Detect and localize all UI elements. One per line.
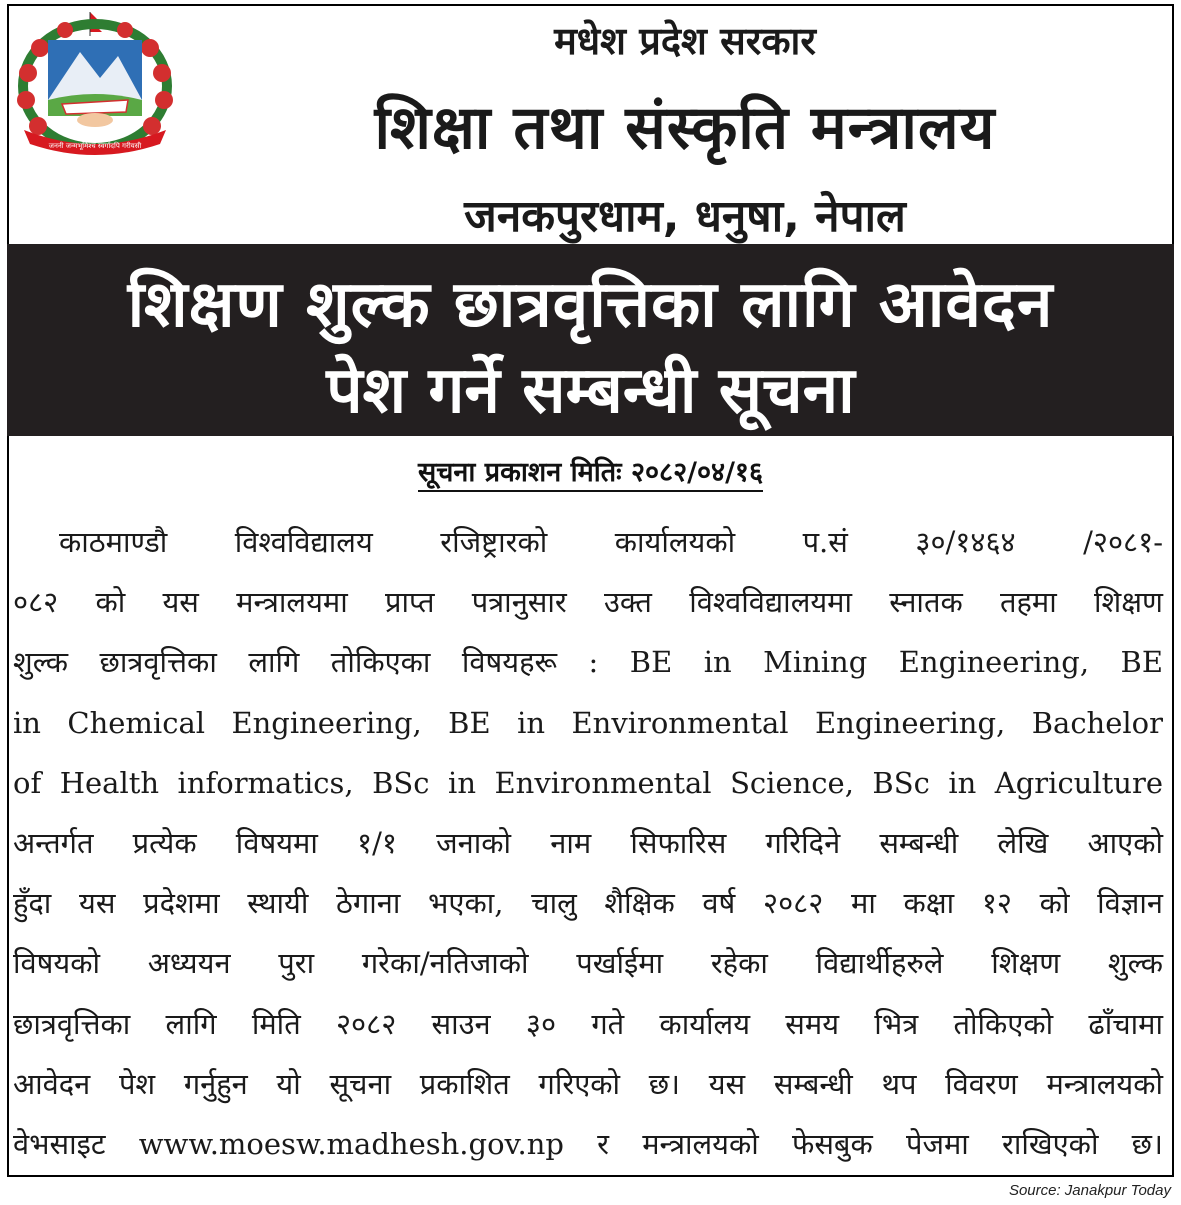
- publication-date-label: सूचना प्रकाशन मितिः: [417, 457, 622, 488]
- notice-line: अन्तर्गत प्रत्येक विषयमा १/१ जनाको नाम सिफारिस गरिदिने सम्बन्धी लेखि आएको: [13, 825, 1163, 860]
- notice-line: in Chemical Engineering, BE in Environmental Engineering, Bachelor: [13, 705, 1163, 740]
- notice-line: हुँदा यस प्रदेशमा स्थायी ठेगाना भएका, चालु शैक्षिक वर्ष २०८२ मा कक्षा १२ को विज्ञान: [13, 886, 1163, 921]
- notice-title-line-2: पेश गर्ने सम्बन्धी सूचना: [326, 354, 855, 428]
- source-credit: Source: Janakpur Today: [1008, 1182, 1171, 1199]
- notice-line: काठमाण्डौ विश्वविद्यालय रजिष्ट्रारको कार्यालयको प.सं ३०/१४६४ /२०८१-: [59, 525, 1163, 559]
- ministry-address: जनकपुरधाम, धनुषा, नेपाल: [464, 191, 906, 242]
- nepal-emblem-icon: [10, 8, 180, 158]
- notice-line: of Health informatics, BSc in Environmental Science, BSc in Agriculture: [13, 765, 1163, 800]
- notice-line: विषयको अध्ययन पुरा गरेका/नतिजाको पर्खाईमा रहेका विद्यार्थीहरुले शिक्षण शुल्क: [13, 946, 1163, 981]
- government-name: मधेश प्रदेश सरकार: [554, 19, 816, 63]
- notice-line: आवेदन पेश गर्नुहुन यो सूचना प्रकाशित गरिएको छ। यस सम्बन्धी थप विवरण मन्त्रालयको: [13, 1066, 1163, 1101]
- ministry-name: शिक्षा तथा संस्कृति मन्त्रालय: [374, 93, 996, 163]
- notice-line: ०८२ को यस मन्त्रालयमा प्राप्त पत्रानुसार उक्त विश्वविद्यालयमा स्नातक तहमा शिक्षण: [13, 585, 1163, 620]
- notice-body: [13, 512, 1163, 1174]
- notice-line: वेभसाइट www.moesw.madhesh.gov.np र मन्त्रालयको फेसबुक पेजमा राखिएको छ।: [13, 1126, 1163, 1161]
- notice-line: शुल्क छात्रवृत्तिका लागि तोकिएका विषयहरू : BE in Mining Engineering, BE: [13, 645, 1163, 680]
- notice-title-banner: [7, 244, 1174, 436]
- publication-date: [0, 452, 1181, 489]
- emblem-motto: जननी जन्मभूमिश्च स्वर्गादपि गरीयसी: [48, 142, 142, 150]
- publication-date-value: २०८२/०४/१६: [630, 457, 764, 488]
- notice-line: छात्रवृत्तिका लागि मिति २०८२ साउन ३० गते कार्यालय समय भित्र तोकिएको ढाँचामा: [13, 1006, 1163, 1041]
- notice-title-line-1: शिक्षण शुल्क छात्रवृत्तिका लागि आवेदन: [127, 268, 1054, 342]
